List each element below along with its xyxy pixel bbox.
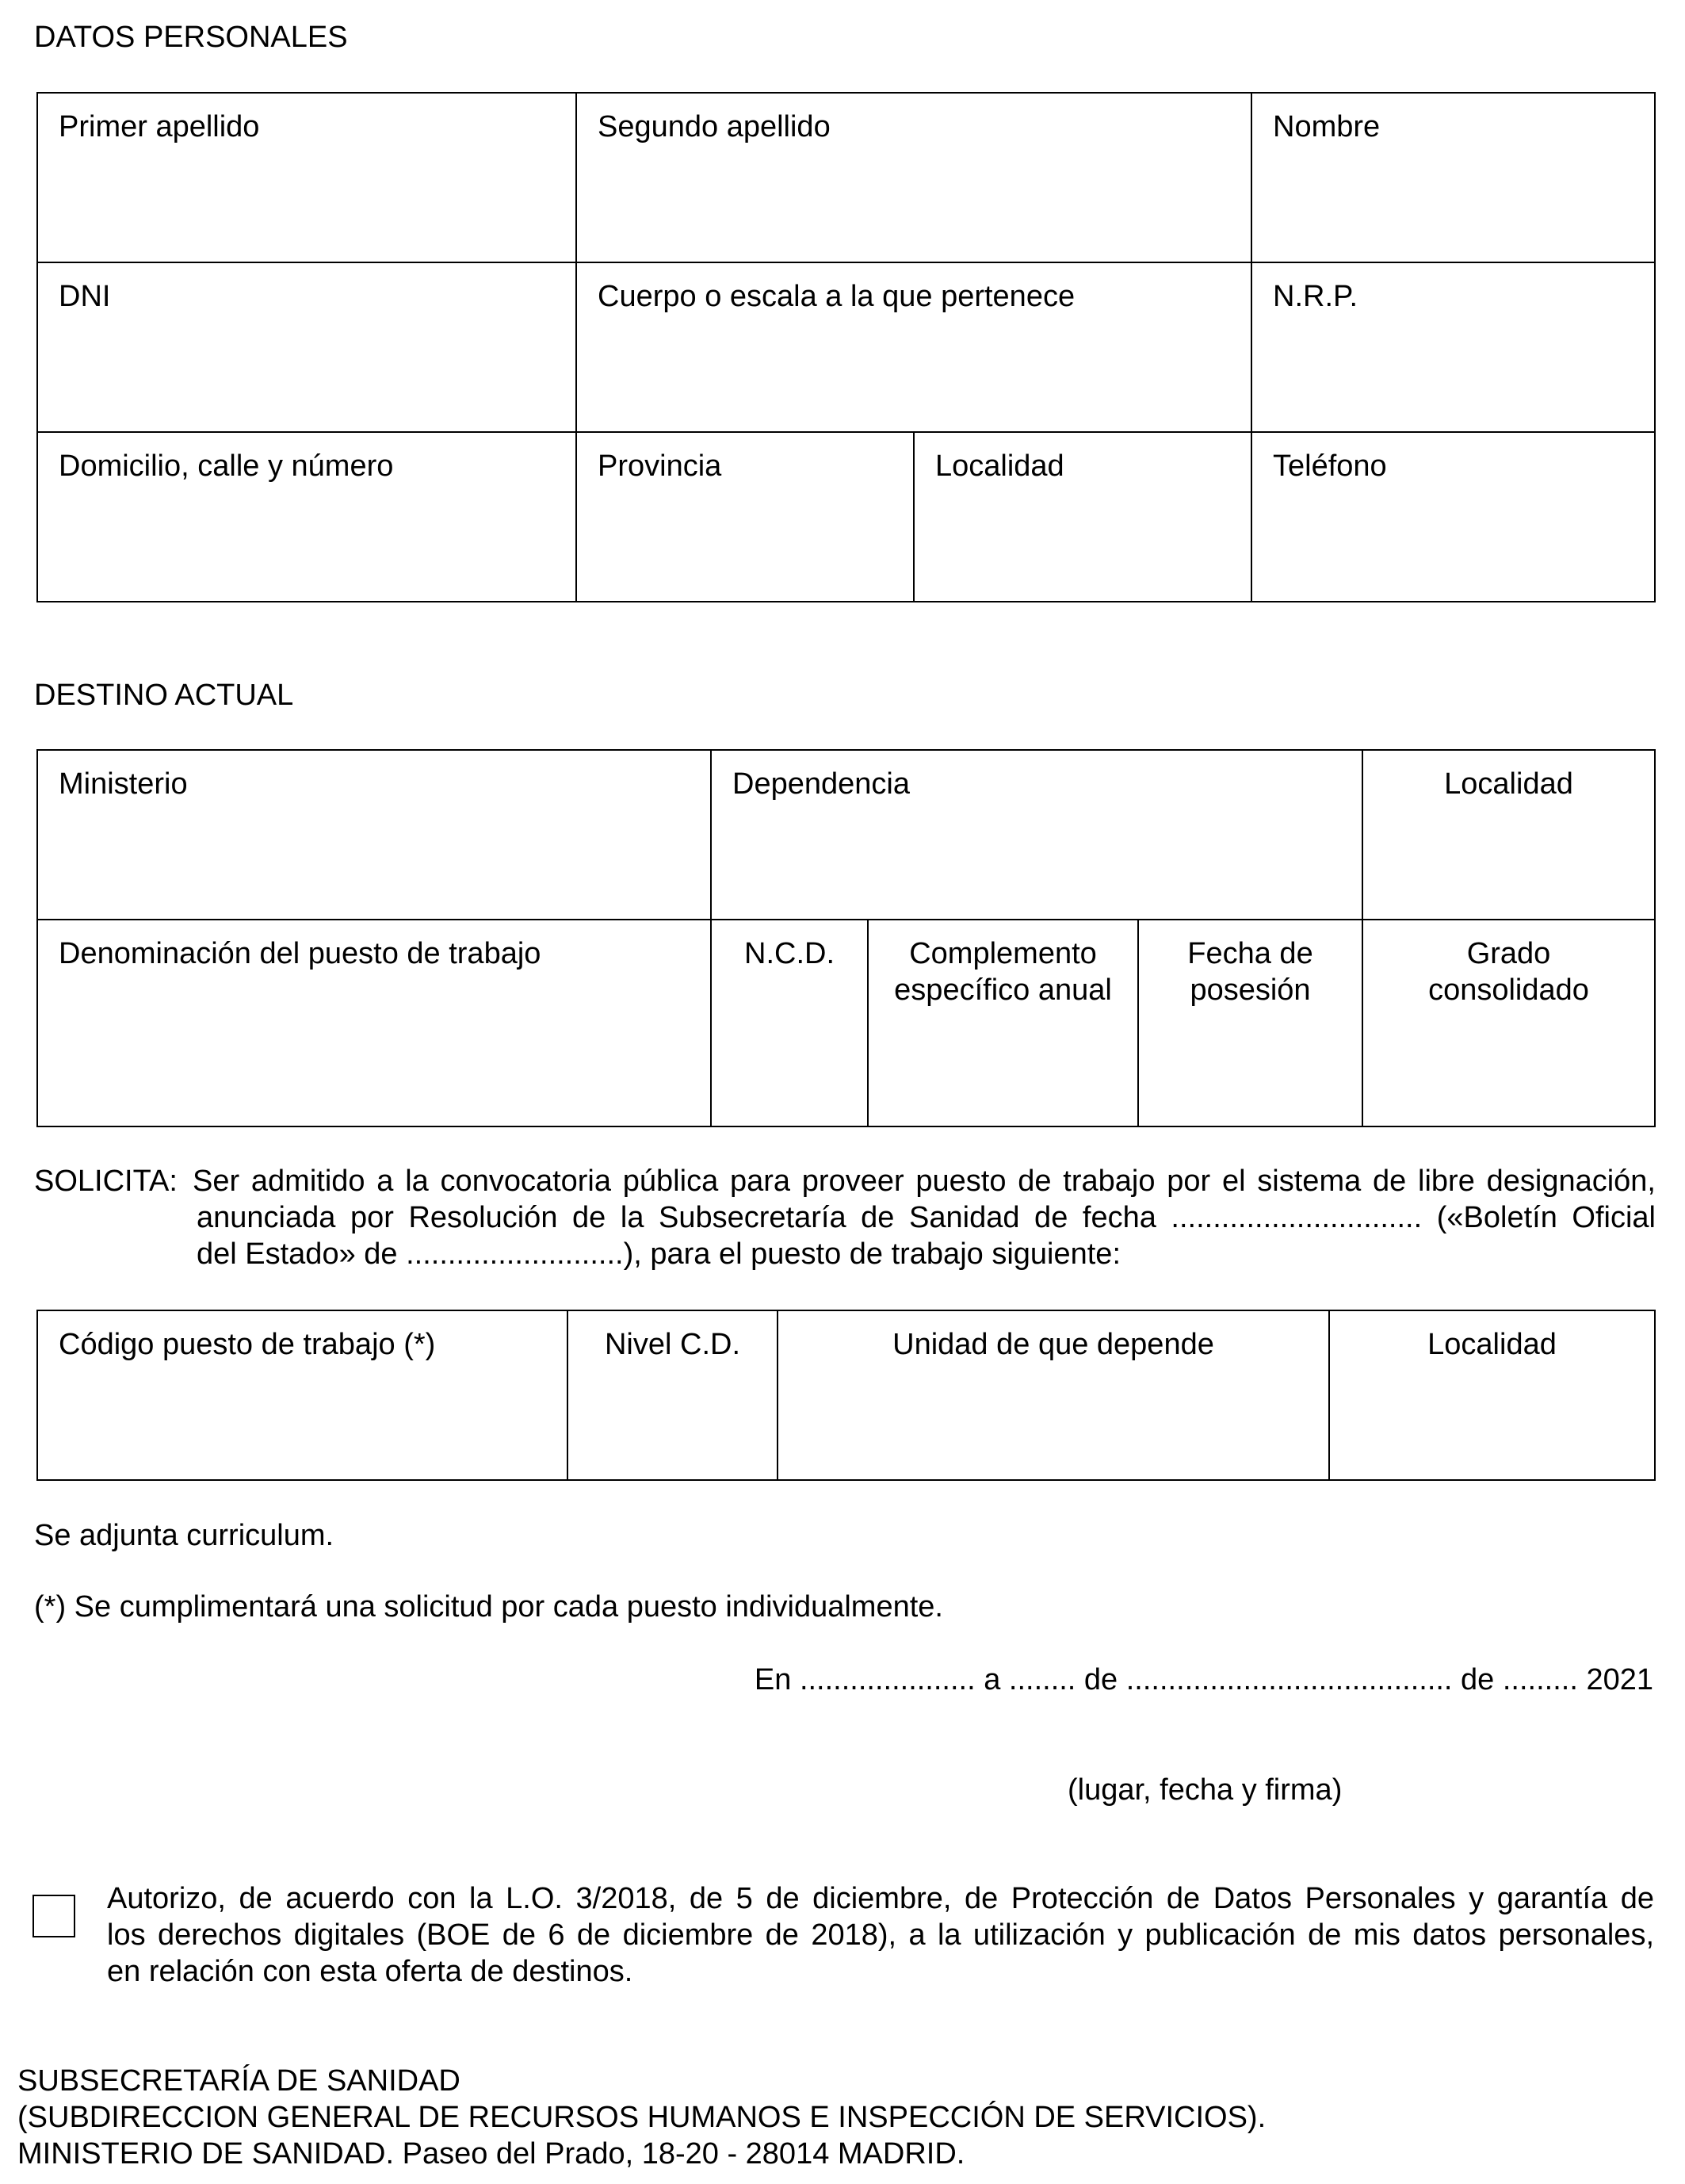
complemento-label-line1: Complemento bbox=[909, 937, 1097, 970]
denominacion-label: Denominación del puesto de trabajo bbox=[59, 937, 541, 970]
solicita-line1: Ser admitido a la convocatoria pública para proveer puesto de trabajo por el sistema de libre designación, bbox=[193, 1165, 1656, 1198]
consent-line1: Autorizo, de acuerdo con la L.O. 3/2018, de 5 de diciembre, de Protección de Datos Personales y garantía de bbox=[107, 1882, 1654, 1915]
datos-personales-table bbox=[36, 92, 1656, 602]
nrp-label: N.R.P. bbox=[1273, 280, 1358, 313]
nivel-cd-field[interactable] bbox=[567, 1310, 778, 1480]
solicita-label: SOLICITA: bbox=[34, 1165, 178, 1198]
footer-line3: MINISTERIO DE SANIDAD. Paseo del Prado, 18-20 - 28014 MADRID. bbox=[17, 2137, 965, 2171]
dni-field[interactable] bbox=[37, 262, 576, 432]
solicita-paragraph bbox=[34, 1163, 1656, 1272]
nombre-field[interactable] bbox=[1251, 93, 1655, 262]
puesto-solicitado-table bbox=[36, 1310, 1656, 1481]
telefono-field[interactable] bbox=[1251, 432, 1655, 602]
provincia-label: Provincia bbox=[598, 449, 722, 483]
dni-label: DNI bbox=[59, 280, 111, 313]
domicilio-label: Domicilio, calle y número bbox=[59, 449, 394, 483]
codigo-puesto-label: Código puesto de trabajo (*) bbox=[59, 1328, 436, 1361]
localidad-label: Localidad bbox=[935, 449, 1064, 483]
dependencia-label: Dependencia bbox=[732, 767, 910, 801]
consent-text bbox=[107, 1880, 1654, 1990]
destino-localidad-field[interactable] bbox=[1362, 750, 1655, 920]
cuerpo-field[interactable] bbox=[576, 262, 1251, 432]
consent-line3: en relación con esta oferta de destinos. bbox=[107, 1955, 633, 1988]
ncd-field[interactable] bbox=[711, 920, 868, 1126]
segundo-apellido-field[interactable] bbox=[576, 93, 1251, 262]
primer-apellido-field[interactable] bbox=[37, 93, 576, 262]
footer-line1: SUBSECRETARÍA DE SANIDAD bbox=[17, 2064, 460, 2098]
complemento-label-line2: específico anual bbox=[894, 973, 1112, 1007]
unidad-field[interactable] bbox=[778, 1310, 1329, 1480]
section-title-destino-actual: DESTINO ACTUAL bbox=[34, 679, 294, 712]
asterisk-note: (*) Se cumplimentará una solicitud por cada puesto individualmente. bbox=[34, 1590, 943, 1624]
domicilio-field[interactable] bbox=[37, 432, 576, 602]
footer-address bbox=[17, 2063, 1266, 2172]
fecha-label-line1: Fecha de bbox=[1187, 937, 1313, 970]
solicita-line2: anunciada por Resolución de la Subsecretaría de Sanidad de fecha .............................. («Boletín Oficial bbox=[197, 1201, 1656, 1234]
ncd-label: N.C.D. bbox=[744, 937, 835, 970]
grado-label-line1: Grado bbox=[1466, 937, 1551, 970]
provincia-field[interactable] bbox=[576, 432, 914, 602]
curriculum-note: Se adjunta curriculum. bbox=[34, 1519, 334, 1552]
puesto-localidad-field[interactable] bbox=[1329, 1310, 1655, 1480]
consent-checkbox[interactable] bbox=[32, 1895, 75, 1937]
codigo-puesto-field[interactable] bbox=[37, 1310, 567, 1480]
nombre-label: Nombre bbox=[1273, 110, 1381, 143]
ministerio-field[interactable] bbox=[37, 750, 711, 920]
complemento-field[interactable] bbox=[868, 920, 1138, 1126]
signature-date-line[interactable]: En ..................... a ........ de ....................................... de ......... 2021 bbox=[754, 1663, 1653, 1696]
solicita-line3: del Estado» de ..........................), para el puesto de trabajo siguiente: bbox=[197, 1237, 1121, 1271]
localidad-field[interactable] bbox=[914, 432, 1251, 602]
grado-consolidado-field[interactable] bbox=[1362, 920, 1655, 1126]
fecha-posesion-field[interactable] bbox=[1138, 920, 1362, 1126]
section-title-datos-personales: DATOS PERSONALES bbox=[34, 21, 348, 54]
primer-apellido-label: Primer apellido bbox=[59, 110, 260, 143]
nivel-cd-label: Nivel C.D. bbox=[604, 1328, 741, 1361]
nrp-field[interactable] bbox=[1251, 262, 1655, 432]
denominacion-field[interactable] bbox=[37, 920, 711, 1126]
cuerpo-label: Cuerpo o escala a la que pertenece bbox=[598, 280, 1076, 313]
segundo-apellido-label: Segundo apellido bbox=[598, 110, 831, 143]
dependencia-field[interactable] bbox=[711, 750, 1362, 920]
grado-label-line2: consolidado bbox=[1428, 973, 1589, 1007]
destino-actual-table bbox=[36, 749, 1656, 1127]
consent-line2: los derechos digitales (BOE de 6 de diciembre de 2018), a la utilización y publicación de mis datos personales, bbox=[107, 1918, 1654, 1952]
fecha-label-line2: posesión bbox=[1190, 973, 1311, 1007]
destino-localidad-label: Localidad bbox=[1444, 767, 1573, 801]
footer-line2: (SUBDIRECCION GENERAL DE RECURSOS HUMANOS E INSPECCIÓN DE SERVICIOS). bbox=[17, 2101, 1267, 2134]
unidad-label: Unidad de que depende bbox=[892, 1328, 1214, 1361]
puesto-localidad-label: Localidad bbox=[1427, 1328, 1557, 1361]
telefono-label: Teléfono bbox=[1273, 449, 1387, 483]
ministerio-label: Ministerio bbox=[59, 767, 188, 801]
signature-caption: (lugar, fecha y firma) bbox=[1068, 1773, 1343, 1807]
